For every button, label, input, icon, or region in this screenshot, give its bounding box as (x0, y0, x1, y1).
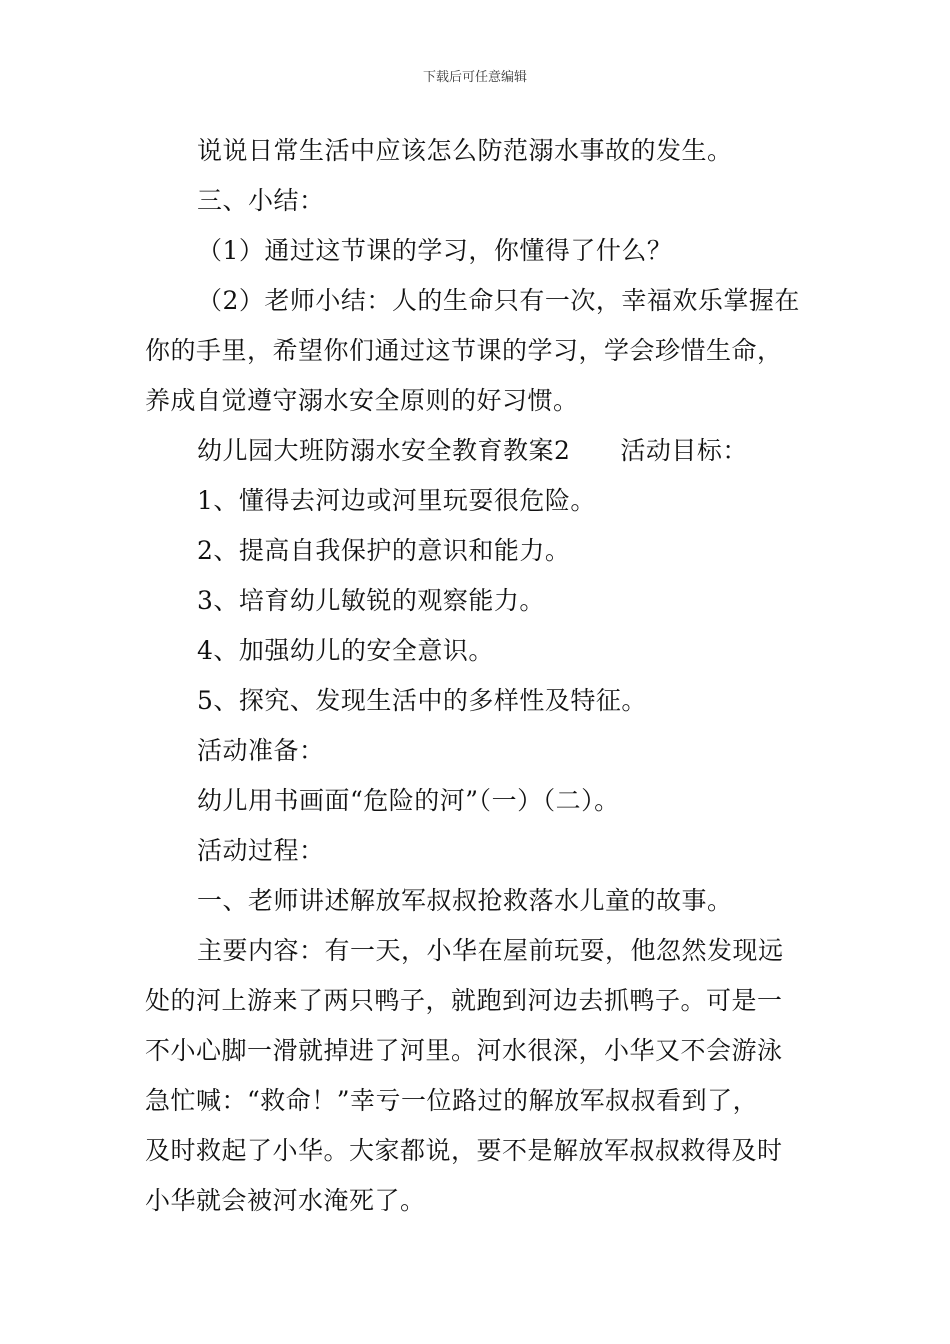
section-heading: 活动过程： (197, 836, 325, 865)
list-item: 5、探究、发现生活中的多样性及特征。 (197, 686, 647, 715)
paragraph-line: （2）老师小结：人的生命只有一次，幸福欢乐掌握在 (197, 286, 800, 315)
paragraph-line: 幼儿用书画面“危险的河”（一）（二）。 (197, 786, 620, 815)
page-header-note: 下载后可任意编辑 (422, 70, 527, 85)
paragraph-line: 你的手里，希望你们通过这节课的学习，学会珍惜生命， (145, 336, 783, 365)
paragraph-line: 小华就会被河水淹死了。 (145, 1186, 426, 1215)
paragraph-line: 处的河上游来了两只鸭子，就跑到河边去抓鸭子。可是一 (145, 986, 783, 1015)
section-heading: 三、小结： (197, 186, 325, 215)
section-heading: 活动准备： (197, 736, 325, 765)
paragraph-line: 养成自觉遵守溺水安全原则的好习惯。 (145, 386, 579, 415)
list-item: 1、懂得去河边或河里玩耍很危险。 (197, 486, 596, 515)
list-item: 2、提高自我保护的意识和能力。 (197, 536, 571, 565)
section-heading: 活动目标： (620, 436, 748, 465)
paragraph-line: 主要内容：有一天，小华在屋前玩耍，他忽然发现远 (197, 936, 784, 965)
title-line (197, 434, 748, 468)
list-item: 3、培育幼儿敏锐的观察能力。 (197, 586, 545, 615)
paragraph-line: 一、老师讲述解放军叔叔抢救落水儿童的故事。 (197, 886, 733, 915)
list-item: 4、加强幼儿的安全意识。 (197, 636, 494, 665)
paragraph-line: （1）通过这节课的学习，你懂得了什么？ (197, 236, 673, 265)
paragraph-line: 不小心脚一滑就掉进了河里。河水很深，小华又不会游泳 (145, 1036, 783, 1065)
paragraph-line: 说说日常生活中应该怎么防范溺水事故的发生。 (197, 136, 733, 165)
paragraph-line: 及时救起了小华。大家都说，要不是解放军叔叔救得及时 (145, 1136, 783, 1165)
lesson-title: 幼儿园大班防溺水安全教育教案2 (197, 436, 571, 465)
paragraph-line: 急忙喊：“救命！”幸亏一位路过的解放军叔叔看到了， (145, 1086, 759, 1115)
